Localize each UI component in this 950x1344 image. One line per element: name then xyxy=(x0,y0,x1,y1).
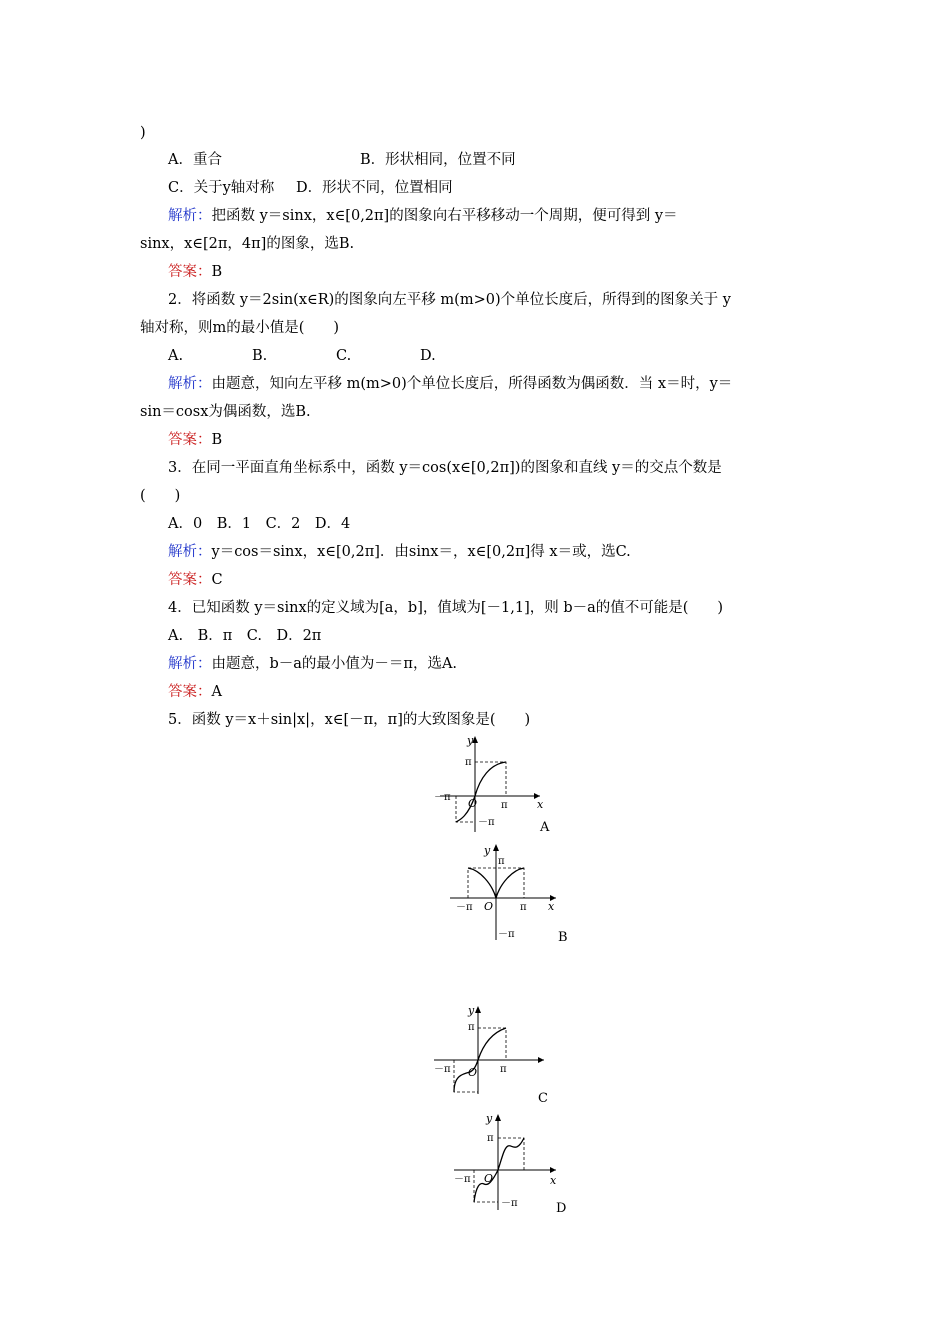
q3-options: A．0 B．1 C．2 D．4 xyxy=(168,516,351,532)
dashed-guide-upper xyxy=(478,1028,506,1060)
y-label: y xyxy=(486,1112,493,1125)
caption-a: A xyxy=(540,820,550,835)
pi-label-y: π xyxy=(465,757,472,768)
origin-label: O xyxy=(468,1066,478,1079)
caption-b: B xyxy=(558,930,568,945)
q2-stem-line1: 2．将函数 y＝2sin(x∈R)的图象向左平移 m(m>0)个单位长度后，所得到的图象关于 y xyxy=(168,292,731,308)
q2-answer xyxy=(168,430,848,450)
y-axis-arrow-icon xyxy=(475,1006,481,1013)
figure-b-graph xyxy=(440,840,590,950)
q3-analysis xyxy=(168,542,848,562)
q1-analysis-label: 解析： xyxy=(168,208,212,224)
q4-answer xyxy=(168,682,848,702)
figure-c xyxy=(420,1002,570,1112)
neg-pi-label-x: －π xyxy=(434,792,451,803)
q1-option-b: B．形状相同，位置不同 xyxy=(360,152,516,168)
x-label: x xyxy=(537,798,544,811)
q2-options xyxy=(168,346,848,366)
q2-analysis-line2: sin＝cosx为偶函数，选B. xyxy=(140,404,311,420)
x-label: x xyxy=(548,900,555,913)
q1-answer-label: 答案： xyxy=(168,264,212,280)
q5-stem: 5．函数 y＝x＋sin|x|，x∈[－π，π]的大致图象是( ) xyxy=(168,712,531,728)
q4-answer-value: A xyxy=(211,684,222,700)
q4-analysis-text: 由题意，b－a的最小值为－＝π，选A. xyxy=(211,656,458,672)
y-label: y xyxy=(467,734,474,747)
q1-option-d: D．形状不同，位置相同 xyxy=(296,180,453,196)
x-label: x xyxy=(550,1174,557,1187)
pi-label-y: π xyxy=(498,856,505,867)
q3-answer-label: 答案： xyxy=(168,572,212,588)
q2-stem-line2: 轴对称，则m的最小值是( ) xyxy=(140,320,340,336)
y-label: y xyxy=(484,844,491,857)
q4-stem: 4．已知函数 y＝sinx的定义域为[a，b]，值域为[－1,1]，则 b－a的值不可能是( ) xyxy=(168,600,724,616)
q1-options-row2 xyxy=(168,178,848,198)
figure-d xyxy=(440,1110,590,1220)
x-axis-arrow-icon xyxy=(538,1057,544,1063)
q1-analysis-line2: sinx，x∈[2π，4π]的图象，选B. xyxy=(140,236,355,252)
dashed-guide-upper xyxy=(475,762,506,796)
q3-stem-line2: ( ) xyxy=(140,488,181,504)
q3-analysis-label: 解析： xyxy=(168,544,212,560)
q1-option-c: C．关于y轴对称 xyxy=(168,180,275,196)
neg-pi-label-y: －π xyxy=(501,1198,518,1209)
neg-pi-label-y: －π xyxy=(498,929,515,940)
figure-a xyxy=(420,732,570,842)
origin-label: O xyxy=(468,797,478,810)
q2-analysis-line1 xyxy=(168,374,848,394)
q1-option-a: A．重合 xyxy=(168,152,222,168)
q3-answer xyxy=(168,570,848,590)
q3-stem-line1: 3．在同一平面直角坐标系中，函数 y＝cos(x∈[0,2π])的图象和直线 y＝的交点个数是 xyxy=(168,460,722,476)
neg-pi-label-y: －π xyxy=(478,817,495,828)
neg-pi-label-x: －π xyxy=(456,902,473,913)
q1-answer xyxy=(168,262,848,282)
curve xyxy=(456,762,506,822)
neg-pi-label-x: －π xyxy=(454,1174,471,1185)
q4-answer-label: 答案： xyxy=(168,684,212,700)
q3-answer-value: C xyxy=(211,572,223,588)
q4-analysis xyxy=(168,654,848,674)
q2-analysis-text1: 由题意，知向左平移 m(m>0)个单位长度后，所得函数为偶函数．当 x＝时，y＝ xyxy=(211,376,733,392)
y-label: y xyxy=(468,1004,475,1017)
q1-options-row1 xyxy=(168,150,848,170)
q2-answer-value: B xyxy=(211,432,223,448)
q2-analysis-label: 解析： xyxy=(168,376,212,392)
q2-option-c: C. xyxy=(336,348,352,364)
caption-c: C xyxy=(538,1091,548,1106)
neg-pi-label-x: －π xyxy=(434,1064,451,1075)
figure-d-graph xyxy=(440,1110,590,1220)
pi-label-x: π xyxy=(520,902,527,913)
q4-options: A. B．π C. D．2π xyxy=(168,628,322,644)
dashed-guide-upper xyxy=(498,1138,524,1170)
q2-option-d: D. xyxy=(420,348,436,364)
figure-b xyxy=(440,840,590,950)
q1-analysis-text1: 把函数 y＝sinx，x∈[0,2π]的图象向右平移移动一个周期，便可得到 y＝ xyxy=(211,208,678,224)
q2-option-b: B. xyxy=(252,348,268,364)
q4-analysis-label: 解析： xyxy=(168,656,212,672)
y-axis-arrow-icon xyxy=(495,1114,501,1121)
figure-a-graph xyxy=(420,732,570,842)
x-axis-arrow-icon xyxy=(550,1167,556,1173)
q2-option-a: A. xyxy=(168,348,184,364)
y-axis-arrow-icon xyxy=(493,844,499,851)
origin-label: O xyxy=(484,900,494,913)
q1-tail: ) xyxy=(140,125,146,141)
q1-analysis-line1 xyxy=(168,206,848,226)
pi-label-y: π xyxy=(487,1133,494,1144)
origin-label: O xyxy=(484,1172,494,1185)
pi-label-y: π xyxy=(468,1022,475,1033)
pi-label-x: π xyxy=(500,1064,507,1075)
figure-c-graph xyxy=(420,1002,570,1112)
pi-label-x: π xyxy=(501,800,508,811)
q2-answer-label: 答案： xyxy=(168,432,212,448)
caption-d: D xyxy=(556,1201,567,1216)
q3-analysis-text: y＝cos＝sinx，x∈[0,2π]．由sinx＝，x∈[0,2π]得 x＝或，选C. xyxy=(211,544,631,560)
q1-answer-value: B xyxy=(211,264,223,280)
